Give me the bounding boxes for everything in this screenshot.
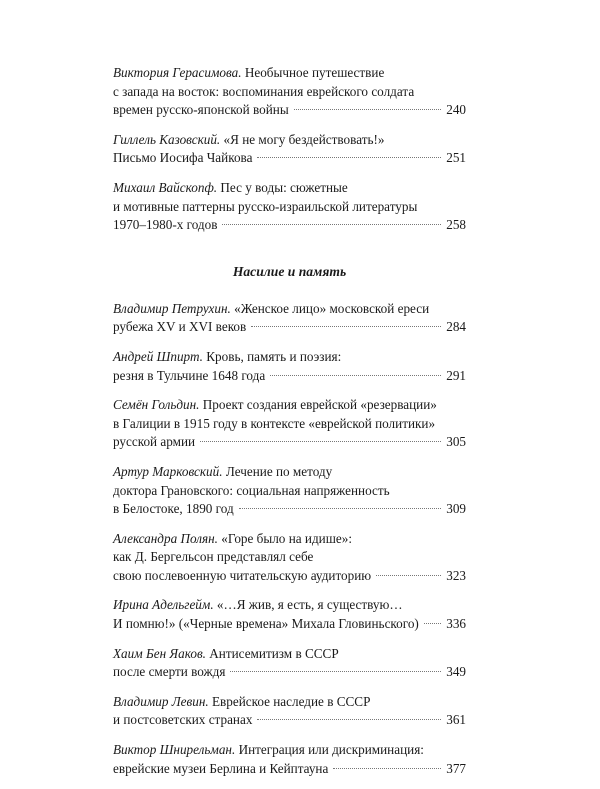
dot-leader	[294, 109, 442, 110]
toc-entry-author: Владимир Петрухин.	[113, 300, 231, 316]
section-title: Насилие и память	[232, 263, 347, 279]
toc-entry-title-line: «…Я жив, я есть, я существую…	[216, 597, 403, 613]
toc-entry-last-line	[113, 101, 466, 120]
page-number: 240	[446, 102, 466, 118]
toc-entry-title-line: свою послевоенную читательскую аудиторию	[113, 567, 372, 583]
toc-entry-text	[113, 500, 234, 519]
toc-entry-title-line: Пес у воды: сюжетные	[220, 179, 348, 195]
dot-leader	[424, 623, 441, 624]
toc-entry-last-line	[113, 760, 466, 779]
toc-entry-text	[113, 101, 289, 120]
toc-entry-text	[113, 216, 217, 235]
toc-entry-text	[113, 318, 246, 337]
toc-entry	[113, 131, 466, 168]
toc-entry-title-line: с запада на восток: воспоминания еврейского солдата	[113, 83, 415, 99]
toc-entry-title-line: Лечение по методу	[225, 463, 333, 479]
toc-entry-author: Хаим Бен Яаков.	[113, 645, 206, 661]
toc-entry-title-line: в Белостоке, 1890 год	[113, 501, 234, 517]
page-number: 305	[446, 434, 466, 450]
toc-entry-text	[113, 65, 384, 80]
toc-entry-title-line: времен русско-японской войны	[113, 102, 289, 118]
page-number: 251	[446, 150, 466, 166]
toc-entry	[113, 64, 466, 120]
page-number: 361	[446, 712, 466, 728]
toc-entry	[113, 348, 466, 385]
toc-entry-last-line	[113, 663, 466, 682]
toc-entry-line	[113, 548, 466, 567]
toc-entry	[113, 741, 466, 778]
toc-entry-last-line	[113, 433, 466, 452]
toc-entry-title-line: рубежа XV и XVI веков	[113, 319, 247, 335]
page-number: 291	[446, 367, 466, 383]
dot-leader	[200, 441, 441, 442]
toc-entry-line	[113, 741, 466, 760]
dot-leader	[333, 768, 441, 769]
toc-entry-text	[113, 132, 384, 147]
toc-entry-author: Гиллель Казовский.	[113, 131, 221, 147]
toc-list-section	[113, 300, 466, 778]
toc-entry	[113, 463, 466, 519]
page-number: 336	[446, 616, 466, 632]
toc-entry-text	[113, 597, 403, 612]
toc-entry-text	[113, 615, 419, 634]
toc-entry-line	[113, 396, 466, 415]
toc-entry-last-line	[113, 318, 466, 337]
toc-entry-line	[113, 348, 466, 367]
toc-entry-text	[113, 464, 332, 479]
toc-entry-title-line: «Я не могу бездействовать!»	[223, 131, 385, 147]
toc-entry	[113, 300, 466, 337]
dot-leader	[230, 671, 441, 672]
toc-entry-last-line	[113, 500, 466, 519]
page-number: 309	[446, 501, 466, 517]
toc-entry-text	[113, 549, 313, 564]
toc-entry-author: Андрей Шпирт.	[113, 348, 203, 364]
toc-entry-last-line	[113, 567, 466, 586]
toc-entry	[113, 645, 466, 682]
toc-entry-last-line	[113, 367, 466, 386]
toc-entry-last-line	[113, 216, 466, 235]
dot-leader	[222, 224, 441, 225]
toc-entry-line	[113, 463, 466, 482]
toc-entry-title-line: Письмо Иосифа Чайкова	[113, 150, 253, 166]
dot-leader	[376, 575, 441, 576]
page-number: 323	[446, 567, 466, 583]
toc-entry-text	[113, 416, 435, 431]
toc-entry-title-line: резня в Тульчине 1648 года	[113, 367, 266, 383]
toc-entry	[113, 179, 466, 235]
toc-entry-line	[113, 83, 466, 102]
page-number: 377	[446, 760, 466, 776]
toc-entry-line	[113, 179, 466, 198]
toc-list-top	[113, 64, 466, 235]
toc-entry-text	[113, 180, 348, 195]
toc-entry-title-line: в Галиции в 1915 году в контексте «еврейской политики»	[113, 415, 436, 431]
toc-entry-author: Александра Полян.	[113, 530, 218, 546]
toc-entry-title-line: после смерти вождя	[113, 664, 226, 680]
toc-entry-author: Михаил Вайскопф.	[113, 179, 218, 195]
toc-entry-line	[113, 198, 466, 217]
toc-entry-line	[113, 415, 466, 434]
toc-entry-text	[113, 84, 414, 99]
toc-entry	[113, 530, 466, 586]
toc-entry-title-line: и постсоветских странах	[113, 712, 253, 728]
toc-entry-text	[113, 694, 370, 709]
toc-entry-text	[113, 483, 390, 498]
toc-entry-title-line: Еврейское наследие в СССР	[211, 693, 371, 709]
toc-entry-last-line	[113, 711, 466, 730]
toc-entry-title-line: 1970–1980-х годов	[113, 217, 218, 233]
toc-entry-author: Виктор Шнирельман.	[113, 742, 236, 758]
toc-entry-text	[113, 301, 429, 316]
toc-entry-text	[113, 367, 265, 386]
toc-entry-title-line: И помню!» («Черные времена» Михала Гловиньского)	[113, 616, 419, 632]
toc-entry-author: Владимир Левин.	[113, 693, 209, 709]
toc-entry-line	[113, 530, 466, 549]
toc-entry-author: Семён Гольдин.	[113, 397, 200, 413]
toc-entry-text	[113, 199, 417, 214]
toc-entry-text	[113, 567, 371, 586]
toc-entry-title-line: Интеграция или дискриминация:	[238, 742, 424, 758]
toc-entry-line	[113, 300, 466, 319]
toc-entry-line	[113, 596, 466, 615]
dot-leader	[270, 375, 441, 376]
toc-entry	[113, 596, 466, 633]
toc-entry-last-line	[113, 149, 466, 168]
toc-entry-line	[113, 64, 466, 83]
toc-entry-title-line: Антисемитизм в СССР	[209, 645, 339, 661]
toc-entry-title-line: и мотивные паттерны русско-израильской литературы	[113, 198, 418, 214]
toc-entry-text	[113, 433, 195, 452]
dot-leader	[257, 719, 441, 720]
toc-entry	[113, 396, 466, 452]
toc-entry-text	[113, 397, 437, 412]
toc-entry-text	[113, 711, 252, 730]
toc-entry-title-line: Необычное путешествие	[244, 65, 385, 80]
toc-entry-text	[113, 760, 328, 779]
page-number: 284	[446, 319, 466, 335]
toc-entry-title-line: доктора Грановского: социальная напряженность	[113, 482, 390, 498]
page-number: 258	[446, 217, 466, 233]
toc-entry-title-line: «Женское лицо» московской ереси	[234, 300, 430, 316]
toc-entry-line	[113, 482, 466, 501]
toc-entry-text	[113, 149, 252, 168]
toc-entry-text	[113, 663, 225, 682]
page-number: 349	[446, 664, 466, 680]
toc-entry-line	[113, 131, 466, 150]
toc-entry-title-line: «Горе было на идише»:	[221, 530, 352, 546]
toc-page	[113, 64, 466, 789]
dot-leader	[239, 508, 442, 509]
toc-entry	[113, 693, 466, 730]
toc-entry-author: Виктория Герасимова.	[113, 65, 242, 80]
toc-entry-line	[113, 693, 466, 712]
toc-entry-text	[113, 531, 352, 546]
toc-entry-title-line: еврейские музеи Берлина и Кейптауна	[113, 760, 329, 776]
dot-leader	[257, 157, 441, 158]
toc-entry-author: Артур Марковский.	[113, 463, 223, 479]
toc-entry-author: Ирина Адельгейм.	[113, 597, 214, 613]
toc-entry-title-line: Кровь, память и поэзия:	[206, 348, 342, 364]
toc-entry-line	[113, 645, 466, 664]
toc-entry-title-line: русской армии	[113, 434, 196, 450]
toc-entry-last-line	[113, 615, 466, 634]
dot-leader	[251, 326, 441, 327]
toc-entry-text	[113, 646, 339, 661]
toc-entry-title-line: как Д. Бергельсон представлял себе	[113, 549, 314, 565]
toc-entry-title-line: Проект создания еврейской «резервации»	[202, 397, 437, 413]
toc-entry-text	[113, 349, 341, 364]
